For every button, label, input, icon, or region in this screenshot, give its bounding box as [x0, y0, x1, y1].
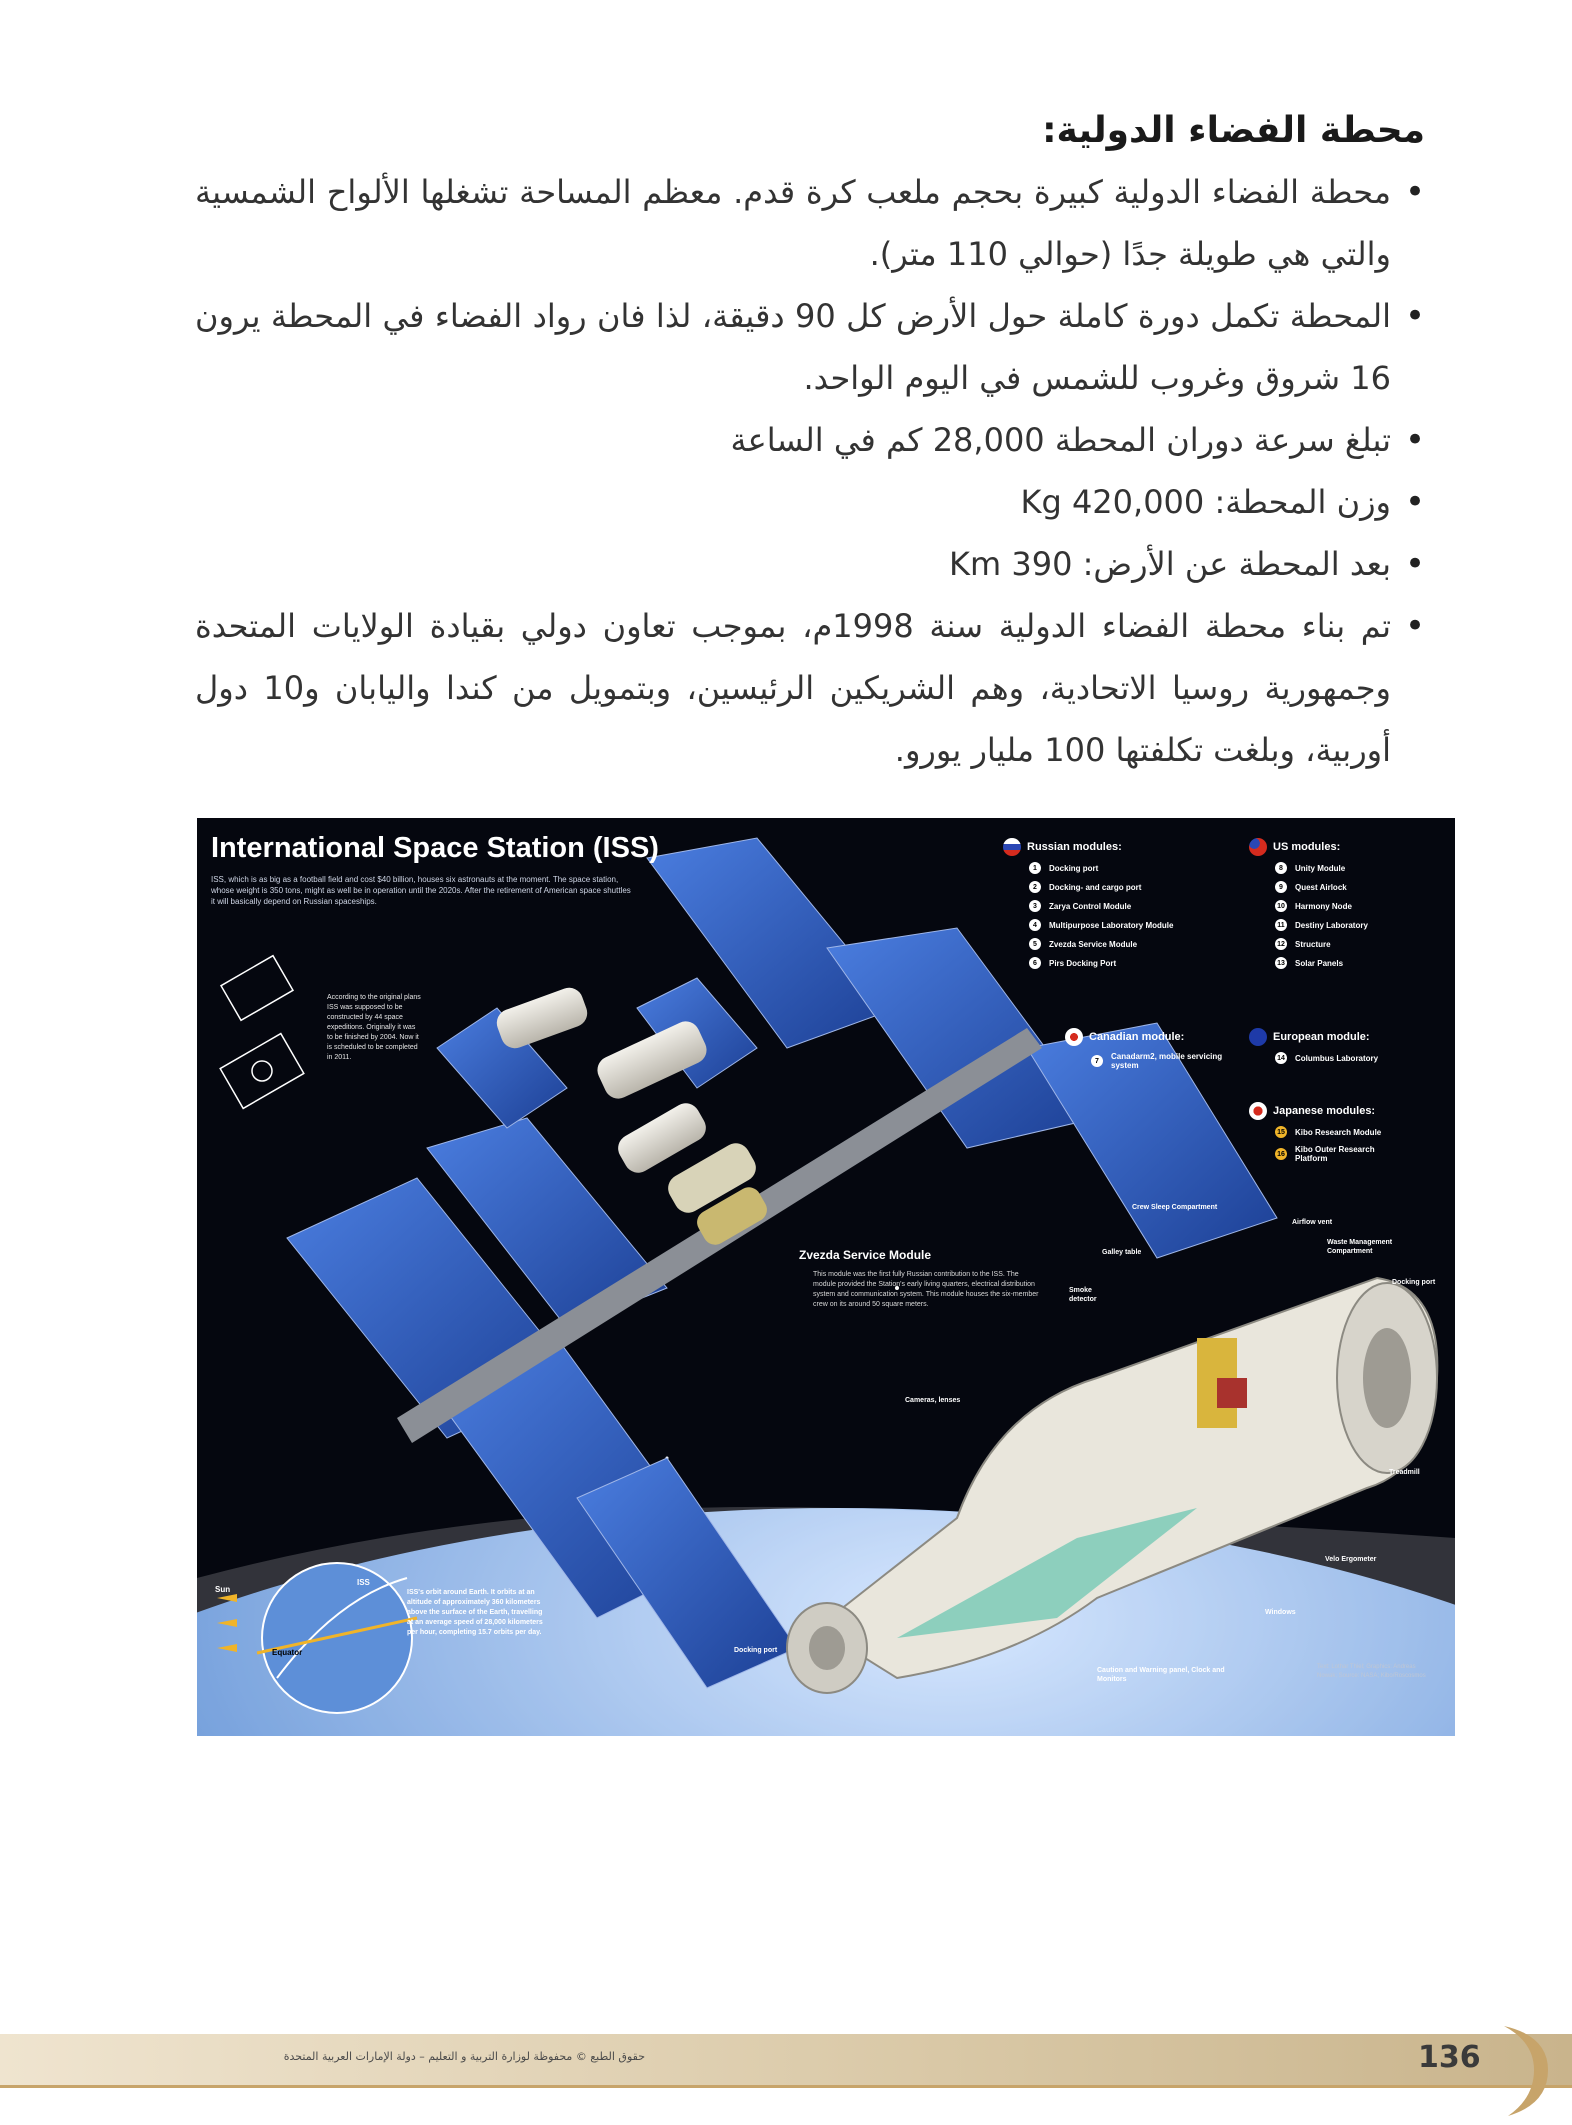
bullet-item: • تبلغ سرعة دوران المحطة 28,000 كم في الساعة: [195, 409, 1425, 471]
legend-number: 12: [1275, 938, 1287, 950]
figure-side-note: According to the original plans ISS was supposed to be constructed by 44 space expeditions. Originally it was to be finished by 2004. Now it is scheduled to be completed in 2011.: [327, 994, 421, 1061]
legend-label: Zarya Control Module: [1049, 901, 1132, 911]
figure-title: International Space Station (ISS): [211, 832, 659, 864]
legend-label: Zvezda Service Module: [1049, 939, 1138, 949]
japan-flag-icon: [1249, 1102, 1267, 1120]
legend-number: 9: [1275, 881, 1287, 893]
legend-japanese: [1249, 1102, 1395, 1170]
callout-waste: Waste Management Compartment: [1327, 1239, 1393, 1255]
canada-flag-icon: [1065, 1028, 1083, 1046]
legend-number: 5: [1029, 938, 1041, 950]
legend-number: 2: [1029, 881, 1041, 893]
footer-line: [0, 2085, 1572, 2088]
page-heading: محطة الفضاء الدولية:: [1042, 110, 1425, 151]
orbit-iss-label: ISS: [357, 1578, 370, 1587]
legend-number: 11: [1275, 919, 1287, 931]
legend-number: 10: [1275, 900, 1287, 912]
zvezda-description: This module was the first fully Russian contribution to the ISS. The module provided the Station's early living quarters, electrical distribution system and communication system. This module houses the six-member crew on its around 50 square meters.: [813, 1271, 1039, 1308]
legend-russian: [1003, 838, 1173, 976]
figure-subtitle: ISS, which is as big as a football field and cost $40 billion, houses six astronauts at the moment. The space station, whose weight is 350 tons, might as well be in operation until the 2020s. After the retirement of American space shuttles it will basically depend on Russian spaceships.: [211, 875, 631, 906]
callout-treadmill: Treadmill: [1389, 1469, 1420, 1476]
callout-docking-port-left: Docking port: [734, 1647, 778, 1654]
crescent-icon: [1496, 2018, 1552, 2118]
legend-label: Destiny Laboratory: [1295, 920, 1368, 930]
legend-label: Multipurpose Laboratory Module: [1049, 920, 1174, 930]
bullet-item: • محطة الفضاء الدولية كبيرة بحجم ملعب كرة قدم. معظم المساحة تشغلها الألواح الشمسية والتي هي طويلة جدًا (حوالي 110 متر).: [195, 161, 1425, 285]
bullet-item: • تم بناء محطة الفضاء الدولية سنة 1998م، بموجب تعاون دولي بقيادة الولايات المتحدة وجمهورية روسيا الاتحادية، وهم الشريكين الرئيسين، وبتمويل من كندا واليابان و10 دول أوربية، وبلغت تكلفتها 100 مليار يورو.: [195, 595, 1425, 781]
callout-galley: Galley table: [1102, 1249, 1142, 1256]
callout-docking-port-right: Docking port: [1392, 1279, 1436, 1286]
us-flag-icon: [1249, 838, 1267, 856]
legend-number: 14: [1275, 1052, 1287, 1064]
callout-velo: Velo Ergometer: [1325, 1556, 1377, 1563]
text-block: [195, 110, 1425, 781]
legend-number: 8: [1275, 862, 1287, 874]
legend-number: 13: [1275, 957, 1287, 969]
legend-european: [1249, 1028, 1378, 1071]
figure-credit: Text: Lothar Thiel; Graphics: Andreas Nowak; Source: NASA; Kibo/Roscosmos: [1317, 1664, 1426, 1679]
callout-windows: Windows: [1265, 1609, 1296, 1616]
legend-label: Pirs Docking Port: [1049, 958, 1117, 968]
legend-european-header: European module:: [1273, 1031, 1370, 1043]
orbit-sun-label: Sun: [215, 1585, 231, 1594]
legend-label: Solar Panels: [1295, 958, 1344, 968]
bullet-item: • وزن المحطة: Kg 420,000: [195, 471, 1425, 533]
callout-caution: Caution and Warning panel, Clock and Monitors: [1097, 1667, 1225, 1683]
bullet-item: • المحطة تكمل دورة كاملة حول الأرض كل 90 دقيقة، لذا فان رواد الفضاء في المحطة يرون 16 شروق وغروب للشمس في اليوم الواحد.: [195, 285, 1425, 409]
legend-number: 7: [1091, 1055, 1103, 1067]
iss-infographic: [197, 818, 1455, 1736]
legend-canadian-header: Canadian module:: [1089, 1031, 1185, 1043]
legend-label: Canadarm2, mobile servicing system: [1111, 1052, 1223, 1070]
legend-label: Structure: [1295, 939, 1331, 949]
football-field-diagram: [220, 956, 304, 1109]
legend-canadian: [1065, 1028, 1251, 1077]
legend-number: 15: [1275, 1126, 1287, 1138]
orbit-description: ISS's orbit around Earth. It orbits at an altitude of approximately 360 kilometers above the surface of the Earth, travelling at an average speed of 28,000 kilometers per hour, completing 15.7 orbits per day.: [407, 1589, 543, 1636]
legend-number: 3: [1029, 900, 1041, 912]
legend-japanese-header: Japanese modules:: [1273, 1105, 1376, 1117]
callout-airflow: Airflow vent: [1292, 1219, 1333, 1226]
legend-label: Docking port: [1049, 863, 1099, 873]
legend-label: Columbus Laboratory: [1295, 1053, 1379, 1063]
legend-label: Kibo Research Module: [1295, 1127, 1382, 1137]
legend-label: Unity Module: [1295, 863, 1346, 873]
callout-crew-sleep: Crew Sleep Compartment: [1132, 1204, 1218, 1211]
orbit-equator-label: Equator: [272, 1648, 303, 1657]
callout-cameras: Cameras, lenses: [905, 1397, 961, 1404]
legend-us-header: US modules:: [1273, 841, 1341, 853]
legend-number: 1: [1029, 862, 1041, 874]
legend-number: 6: [1029, 957, 1041, 969]
legend-number: 4: [1029, 919, 1041, 931]
callout-smoke: Smoke detector: [1069, 1287, 1097, 1303]
legend-label: Kibo Outer Research Platform: [1295, 1145, 1375, 1163]
legend-number: 16: [1275, 1148, 1287, 1160]
legend-label: Quest Airlock: [1295, 882, 1347, 892]
legend-russian-header: Russian modules:: [1027, 841, 1122, 853]
legend-us: [1249, 838, 1368, 976]
bullet-item: • بعد المحطة عن الأرض: Km 390: [195, 533, 1425, 595]
russia-flag-icon: [1003, 838, 1021, 856]
legend-label: Harmony Node: [1295, 901, 1352, 911]
footer-copyright: حقوق الطبع © محفوظة لوزارة التربية و التعليم – دولة الإمارات العربية المتحدة: [283, 2050, 645, 2063]
page-number: 136: [1418, 2040, 1481, 2075]
zvezda-title: Zvezda Service Module: [799, 1248, 932, 1262]
bullet-list: [195, 161, 1425, 781]
eu-flag-icon: [1249, 1028, 1267, 1046]
legend-label: Docking- and cargo port: [1049, 882, 1142, 892]
